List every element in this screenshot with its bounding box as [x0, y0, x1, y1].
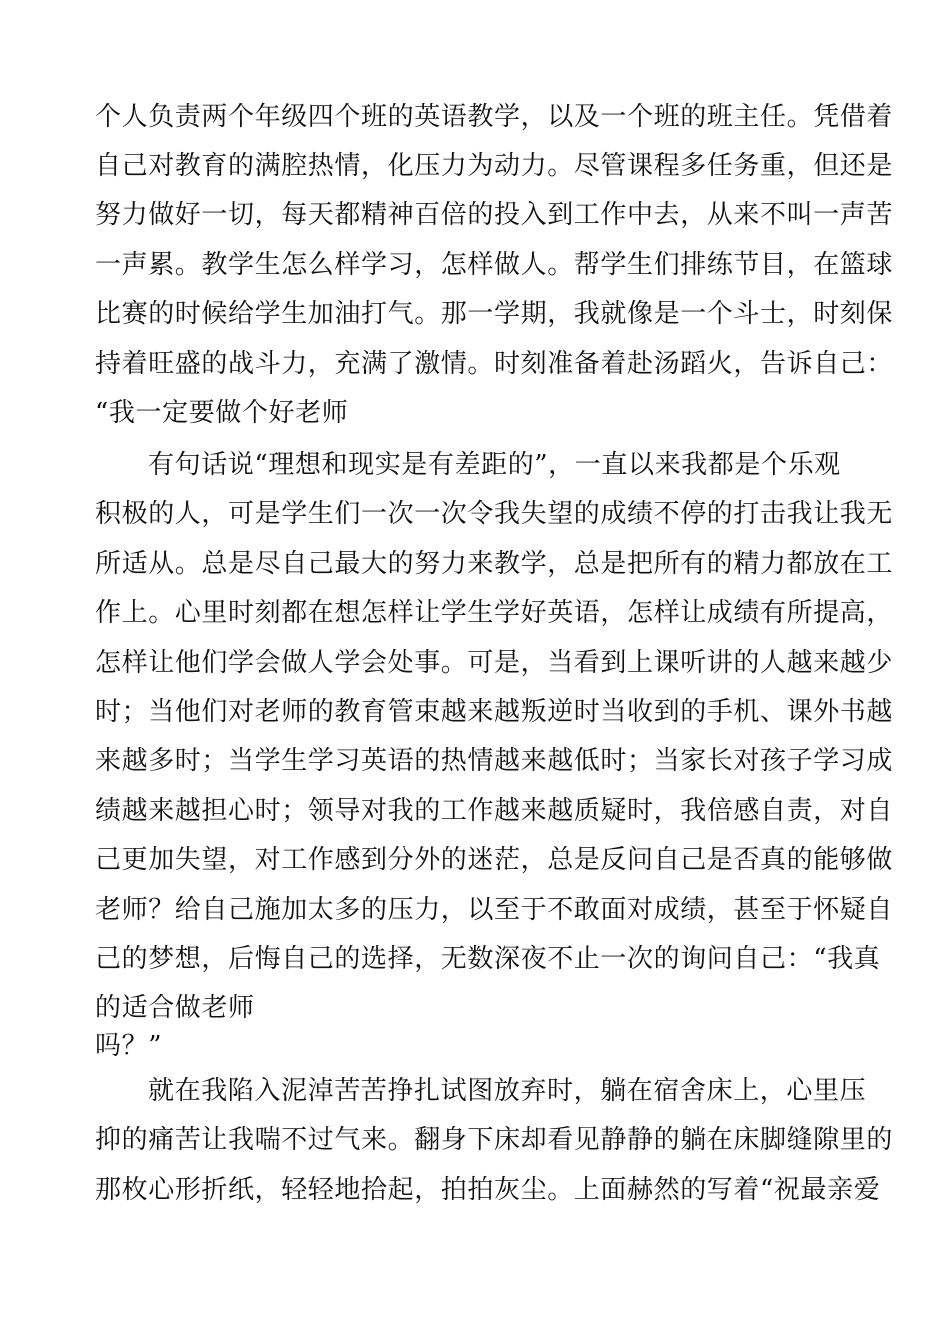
text-line: 吗？”	[95, 1031, 163, 1061]
text-line: “我一定要做个好老师	[95, 398, 349, 428]
text-line: 抑的痛苦让我喘不过气来。翻身下床却看见静静的躺在床脚缝隙里的	[95, 1125, 894, 1155]
text-line: 的适合做老师	[95, 993, 255, 1023]
paragraph-first-line: 有句话说“理想和现实是有差距的”，一直以来我都是个乐观	[148, 450, 841, 480]
text-line: 努力做好一切，每天都精神百倍的投入到工作中去，从来不叫一声苦	[95, 200, 894, 230]
text-line: 那枚心形折纸，轻轻地拾起，拍拍灰尘。上面赫然的写着“祝最亲爱	[95, 1175, 881, 1205]
text-line: 己更加失望，对工作感到分外的迷茫，总是反问自己是否真的能够做	[95, 845, 894, 875]
text-line: 个人负责两个年级四个班的英语教学，以及一个班的班主任。凭借着	[95, 102, 894, 132]
text-line: 己的梦想，后悔自己的选择，无数深夜不止一次的询问自己：“我真	[95, 944, 881, 974]
text-line: 来越多时；当学生学习英语的热情越来越低时；当家长对孩子学习成	[95, 746, 894, 776]
text-line: 时；当他们对老师的教育管束越来越叛逆时当收到的手机、课外书越	[95, 697, 894, 727]
text-line: 一声累。教学生怎么样学习，怎样做人。帮学生们排练节目，在篮球	[95, 250, 894, 280]
text-line: 作上。心里时刻都在想怎样让学生学好英语，怎样让成绩有所提高，	[95, 598, 894, 628]
text-line: 自己对教育的满腔热情，化压力为动力。尽管课程多任务重，但还是	[95, 151, 894, 181]
text-line: 持着旺盛的战斗力，充满了激情。时刻准备着赴汤蹈火，告诉自己：	[95, 349, 894, 379]
text-line: 老师？给自己施加太多的压力，以至于不敢面对成绩，甚至于怀疑自	[95, 895, 894, 925]
text-line: 所适从。总是尽自己最大的努力来教学，总是把所有的精力都放在工	[95, 549, 894, 579]
text-line: 绩越来越担心时；领导对我的工作越来越质疑时，我倍感自责，对自	[95, 796, 894, 826]
text-line: 比赛的时候给学生加油打气。那一学期，我就像是一个斗士，时刻保	[95, 299, 894, 329]
text-line: 积极的人，可是学生们一次一次令我失望的成绩不停的打击我让我无	[95, 499, 894, 529]
text-line: 怎样让他们学会做人学会处事。可是，当看到上课听讲的人越来越少	[95, 648, 894, 678]
paragraph-first-line: 就在我陷入泥淖苦苦挣扎试图放弃时，躺在宿舍床上，心里压	[148, 1076, 867, 1106]
